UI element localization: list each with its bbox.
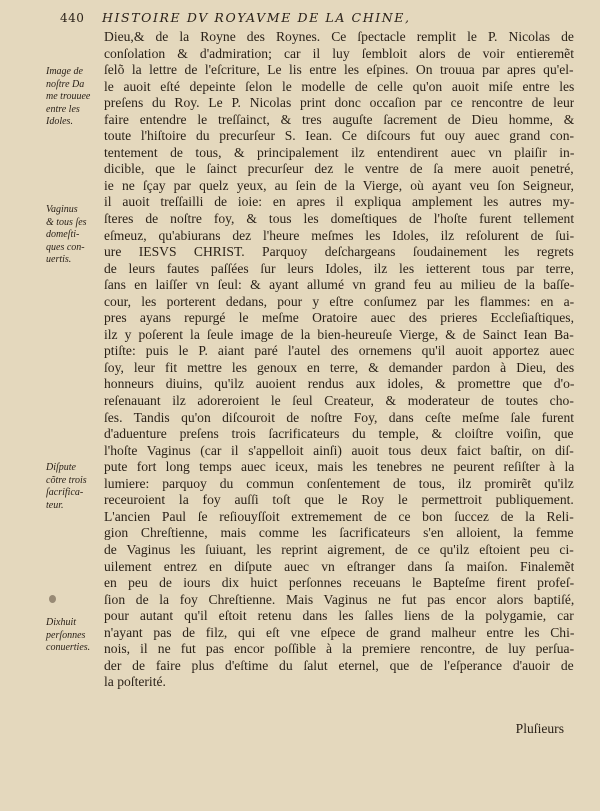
text-line: cour, les porterent dedans, pour y eſtre conſumez par les flammes: en a- [104, 293, 574, 309]
margin-note-vaginus-convertis [46, 204, 106, 267]
text-line: ſelõ la lettre de l'eſcriture, Le lis entre les eſpines. On trouua par apres qu'el- [104, 62, 574, 78]
text-line: nois, il ne fut pas encor poſſible à la premiere rencontre, de luy perſua- [104, 641, 574, 657]
page-number: 440 [60, 11, 85, 25]
text-line: lumiere: parquoy du commun conſentement de tous, ilz promirẽt qu'ilz [104, 475, 574, 491]
margin-note-line: noſtre Da [46, 78, 85, 90]
margin-note-line: Diſpute [46, 462, 76, 473]
margin-note-line: conuerties. [46, 642, 91, 653]
text-line: pres ayans repurgé le meſme Oratoire auec des prieres Eccleſiaſtiques, [104, 310, 574, 326]
text-line: ſoy, leur fit mettre les genoux en terre, & demander pardon à Dieu, des [104, 359, 574, 375]
text-line: ſes. Tandis qu'on diſcouroit de noſtre Foy, dans ceſte meſme ſale furent [104, 409, 574, 425]
margin-note-line: teur. [46, 499, 64, 511]
margin-note-line: Vaginus [46, 204, 78, 215]
text-line: honneurs diuins, qu'ilz auoient rendus aux idoles, & promettre que d'o- [104, 376, 574, 392]
text-line: der de faire plus d'eſtime du ſalut eternel, que de l'eſperance d'auoir de [104, 657, 574, 673]
margin-note-image-de-notre-dame [46, 66, 106, 129]
text-line: pute fort long temps auec iceux, mais les tenebres ne peurent reſiſter à la [104, 459, 574, 475]
text-line: d'aduenture preſens trois ſacrificateurs du temple, & cloiſtre voiſin, que [104, 426, 574, 442]
text-line: ſteres de noſtre foy, & tous les domeſtiques de l'hoſte furent tellement [104, 211, 574, 227]
text-line: toute l'hiſtoire du precurſeur S. Iean. Ce diſcours fut ouy auec grand con- [104, 128, 574, 144]
text-line: de Vaginus les ſuiuant, les reprint aigrement, de ce qu'ilz eſtoient peu ci- [104, 541, 574, 557]
text-line: il auoit treſſailli de ioie: en apres il expliqua amplement les autres my- [104, 194, 574, 210]
margin-note-line: me trouuee [46, 91, 91, 102]
margin-note-line: ſacrifica- [46, 487, 84, 498]
margin-note-line: domeſti- [46, 229, 80, 240]
text-line: l'hoſte Vaginus (car il s'appelloit ainſi) auoit tous deux faict baſtir, on diſ- [104, 442, 574, 458]
margin-note-dixhuit [46, 617, 106, 655]
text-line: receuroient la foy auſſi toſt que le Roy le permettroit publiquement. [104, 492, 574, 508]
text-line: ure IESVS CHRIST. Parquoy deſchargeans ſoudainement les regrets [104, 244, 574, 260]
text-line: uilement entrez en diſpute auec vn eſtranger dans ſa maiſon. Finalemẽt [104, 558, 574, 574]
margin-note-line: Dixhuit [46, 617, 76, 628]
text-line: la poſterité. [104, 674, 166, 690]
text-line: ie ne ſçay par quelz yeux, au ſein de la Vierge, où ayant veu ſon Seigneur, [104, 177, 574, 193]
text-line: tentement de tous, & principalement ilz entendirent auec vn plaiſir in- [104, 144, 574, 160]
margin-note-line: entre les [46, 103, 80, 115]
running-title: HISTOIRE DV ROYAVME DE LA CHINE, [102, 10, 411, 25]
main-text-block [104, 29, 574, 691]
text-line: reſenauant ilz adoreroient le ſeul Createur, & moderateur de toutes cho- [104, 393, 574, 409]
margin-note-line: uertis. [46, 254, 72, 265]
text-line: eſmeuz, qu'abiurans dez l'heure meſmes les Idoles, ilz reſolurent de ſui- [104, 227, 574, 243]
ink-blot [49, 595, 56, 603]
text-line: n'ayant pas de filz, qui eſt vne eſpece de grand malheur entre les Chi- [104, 624, 574, 640]
margin-note-dispute [46, 462, 106, 512]
text-line: de leurs fautes paſſées ſur leurs Idoles, ilz les ietterent tous par terre, [104, 260, 574, 276]
running-header [60, 10, 580, 26]
text-line: dicible, que le ſainct precurſeur dez le ventre de ſa mere auoit penetré, [104, 161, 574, 177]
text-line: ſion de la foy Chreſtienne. Mais Vaginus ne fut pas encor alors baptiſé, [104, 591, 574, 607]
text-line: conſolation & d'admiration; car il luy ſembloit alors de voir entieremẽt [104, 45, 574, 61]
margin-note-line: perſonnes [46, 629, 86, 641]
text-line: L'ancien Paul ſe reſiouyſſoit extremement de ce bon ſuccez de la Reli- [104, 508, 574, 524]
text-line: en peu de iours dix huict perſonnes receuans le Bapteſme firent profeſ- [104, 575, 574, 591]
margin-note-line: ques con- [46, 241, 85, 253]
text-line: ſans en laiſſer vn ſeul: & ayant allumé vn grand feu au milieu de la baſſe- [104, 277, 574, 293]
text-line: ptiſte: puis le P. aiant paré l'autel des ornemens qu'il auoit apportez auec [104, 343, 574, 359]
text-line: faire entendre le treſſainct, & tres auguſte ſacrement de Dieu homme, & [104, 111, 574, 127]
margin-note-line: Image de [46, 66, 83, 77]
text-line: preſens du Roy. Le P. Nicolas print donc occaſion par ce rencontre de leur [104, 95, 574, 111]
margin-note-line: Idoles. [46, 116, 73, 127]
text-line: ilz y poſerent la ſeule image de la bien-heureuſe Vierge, & de Sainct Iean Ba- [104, 326, 574, 342]
text-line: gion Chreſtienne, mais comme les ſacrificateurs s'en alloient, la femme [104, 525, 574, 541]
margin-note-line: cõtre trois [46, 474, 87, 486]
margin-note-line: & tous ſes [46, 216, 87, 228]
text-line: pour autant qu'il eſtoit retenu dans les ſalles liens de la polygamie, car [104, 608, 574, 624]
text-line: Dieu,& de la Royne des Roynes. Ce ſpectacle remplit le P. Nicolas de [104, 29, 574, 44]
text-line: le auoit eſté depeinte ſelon le modelle de celle qu'on auoit miſe entre les [104, 78, 574, 94]
catchword: Pluſieurs [515, 721, 564, 736]
